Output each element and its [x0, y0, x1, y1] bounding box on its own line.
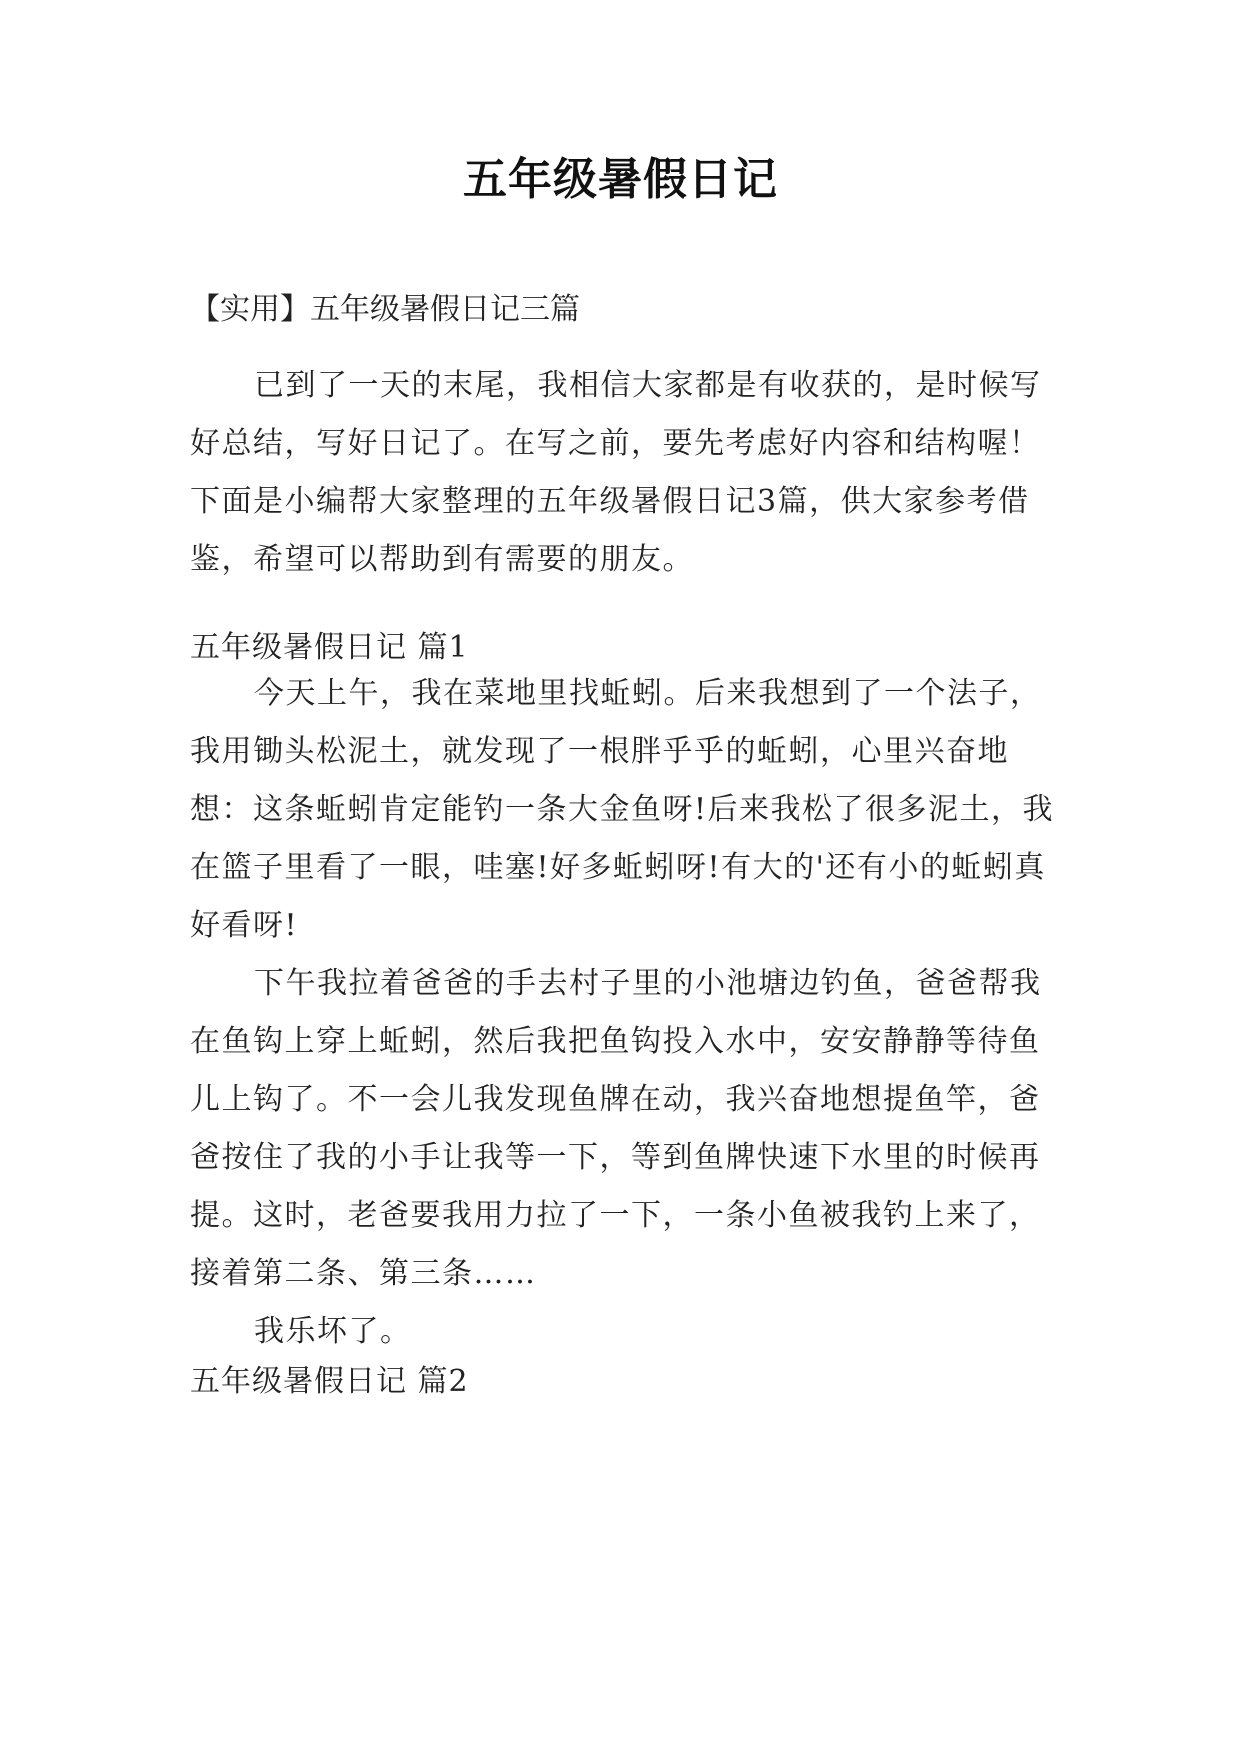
section-1-paragraph-2: 下午我拉着爸爸的手去村子里的小池塘边钓鱼，爸爸帮我在鱼钩上穿上蚯蚓，然后我把鱼钩投入水中，安安静静等待鱼儿上钩了。不一会儿我发现鱼牌在动，我兴奋地想提鱼竿，爸爸按住了我的小手让我等一下，等到鱼牌快速下水里的时候再提。这时，老爸要我用力拉了一下，一条小鱼被我钓上来了，接着第二条、第三条…… — [190, 966, 1042, 1291]
section-heading-1: 五年级暑假日记 篇1 — [190, 630, 469, 665]
intro-block — [190, 357, 1060, 589]
section-1-body — [190, 665, 1060, 1361]
section-heading-2: 五年级暑假日记 篇2 — [190, 1364, 469, 1399]
section-1-paragraph-1: 今天上午，我在菜地里找蚯蚓。后来我想到了一个法子，我用锄头松泥土，就发现了一根胖乎乎的蚯蚓，心里兴奋地想：这条蚯蚓肯定能钓一条大金鱼呀!后来我松了很多泥土，我在篮子里看了一眼，哇塞!好多蚯蚓呀!有大的'还有小的蚯蚓真好看呀! — [190, 676, 1055, 943]
document-subtitle: 【实用】五年级暑假日记三篇 — [190, 292, 580, 327]
document-title: 五年级暑假日记 — [463, 154, 778, 205]
section-1-paragraph-3: 我乐坏了。 — [254, 1314, 412, 1349]
intro-paragraph: 已到了一天的末尾，我相信大家都是有收获的，是时候写好总结，写好日记了。在写之前，要先考虑好内容和结构喔！下面是小编帮大家整理的五年级暑假日记3篇，供大家参考借鉴，希望可以帮助到有需要的朋友。 — [190, 368, 1042, 577]
